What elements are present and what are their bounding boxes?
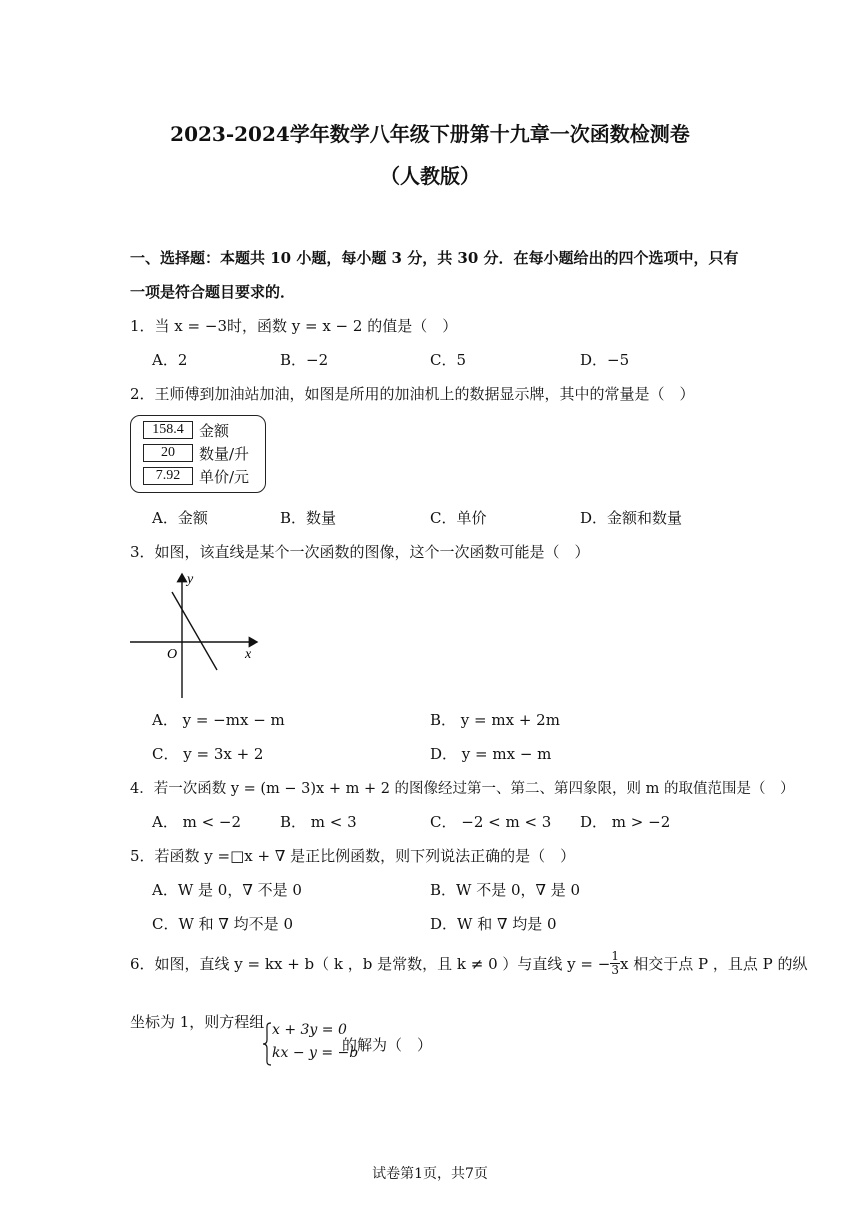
question-3-option-d[interactable]: D． y = mx − m <box>430 745 552 763</box>
question-5-option-a[interactable]: A．W 是 0，∇ 不是 0 <box>152 881 302 899</box>
page-title: 2023-2024学年数学八年级下册第十九章一次函数检测卷 <box>170 122 690 146</box>
question-2-option-d[interactable]: D．金额和数量 <box>580 509 683 527</box>
question-5-option-d[interactable]: D．W 和 ∇ 均是 0 <box>430 915 557 933</box>
question-4-option-c[interactable]: C． −2 < m < 3 <box>430 813 552 831</box>
page-subtitle: （人教版） <box>380 164 480 188</box>
x-axis-label: x <box>245 647 252 662</box>
question-6-line2-start: 坐标为 1，则方程组 <box>130 1013 265 1031</box>
question-6-text-part2: x 相交于点 P ，且点 P 的纵 <box>619 955 808 973</box>
question-3-stem: 3．如图，该直线是某个一次函数的图像，这个一次函数可能是（ ） <box>130 543 590 561</box>
system-equation-1: x + 3y = 0 <box>272 1022 347 1038</box>
fuel-display-panel <box>130 415 266 493</box>
question-3-option-a[interactable]: A． y = −mx − m <box>152 711 285 729</box>
display-row-amount <box>143 421 229 439</box>
question-5-option-b[interactable]: B．W 不是 0，∇ 是 0 <box>430 881 581 899</box>
question-4-option-b[interactable]: B． m < 3 <box>280 813 357 831</box>
question-5-option-c[interactable]: C．W 和 ∇ 均不是 0 <box>152 915 293 933</box>
question-1-stem: 1．当 x = −3时，函数 y = x − 2 的值是（ ） <box>130 317 458 335</box>
question-3-option-c[interactable]: C． y = 3x + 2 <box>152 745 264 763</box>
question-4-option-a[interactable]: A． m < −2 <box>152 813 242 831</box>
equation-system-brace <box>262 1022 272 1066</box>
line-graph-figure <box>125 566 265 702</box>
display-value: 158.4 <box>143 421 193 439</box>
question-4-stem: 4．若一次函数 y = (m − 3)x + m + 2 的图像经过第一、第二、第四象限，则 m 的取值范围是（ ） <box>130 781 795 797</box>
display-label: 金额 <box>199 421 230 440</box>
fraction-numerator: 1 <box>611 949 619 963</box>
display-value: 20 <box>143 444 193 462</box>
fraction-denominator: 3 <box>611 963 619 977</box>
fraction-one-third <box>610 950 620 977</box>
system-equation-2: kx − y = −b <box>272 1045 359 1061</box>
question-5-stem: 5．若函数 y =□x + ∇ 是正比例函数，则下列说法正确的是（ ） <box>130 847 576 865</box>
question-1-option-d[interactable]: D．−5 <box>580 351 630 369</box>
question-6-stem-line1 <box>130 950 807 977</box>
question-1-option-c[interactable]: C．5 <box>430 351 467 369</box>
question-1-option-a[interactable]: A．2 <box>152 351 188 369</box>
origin-label: O <box>167 647 178 662</box>
question-2-stem: 2．王师傅到加油站加油，如图是所用的加油机上的数据显示牌，其中的常量是（ ） <box>130 385 695 403</box>
question-4-option-d[interactable]: D． m > −2 <box>580 813 671 831</box>
display-row-quantity <box>143 444 249 462</box>
section-header-line1: 一、选择题：本题共 10 小题，每小题 3 分，共 30 分．在每小题给出的四个选项中，只有 <box>130 249 739 267</box>
question-2-option-c[interactable]: C．单价 <box>430 509 487 527</box>
question-2-option-a[interactable]: A．金额 <box>152 509 208 527</box>
y-axis-label: y <box>187 572 194 587</box>
function-line <box>172 592 217 670</box>
display-label: 单价/元 <box>199 467 250 486</box>
question-1-option-b[interactable]: B．−2 <box>280 351 329 369</box>
question-3-option-b[interactable]: B． y = mx + 2m <box>430 711 560 729</box>
question-6-text-part1: 6．如图，直线 y = kx + b（ k ，b 是常数，且 k ≠ 0 ）与直线 y = − <box>130 955 611 973</box>
display-label: 数量/升 <box>199 444 250 463</box>
question-2-option-b[interactable]: B．数量 <box>280 509 337 527</box>
display-row-price <box>143 467 249 485</box>
page-footer: 试卷第1页，共7页 <box>372 1166 488 1182</box>
display-value: 7.92 <box>143 467 193 485</box>
question-6-line2-end: 的解为（ ） <box>342 1036 433 1054</box>
section-header-line2: 一项是符合题目要求的． <box>130 283 296 301</box>
